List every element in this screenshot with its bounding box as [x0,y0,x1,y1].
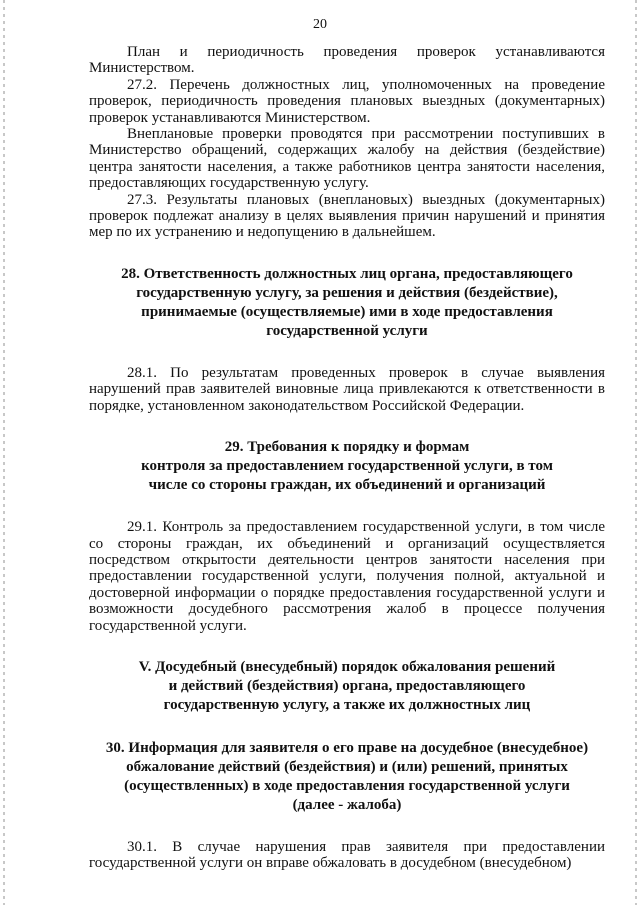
paragraph-27-1-cont: План и периодичность проведения проверок устанавливаются Министерством. [89,44,605,77]
paragraph-27-3: 27.3. Результаты плановых (внеплановых) выездных (документарных) проверок подлежат анализу в целях выявления причин нарушений и принятия мер по их устранению и недопущению в дальнейшем. [89,191,605,241]
heading-line: 28. Ответственность должностных лиц органа, предоставляющего [121,265,573,282]
heading-line: и действий (бездействия) органа, предоставляющего [168,677,526,694]
paragraph-30-1: 30.1. В случае нарушения прав заявителя при предоставлении государственной услуги он вправе обжаловать в досудебном (внесудебном) [89,838,605,872]
paragraph-unscheduled-inspections: Внеплановые проверки проводятся при рассмотрении поступивших в Министерство обращений, содержащих жалобу на действия (бездействие) центра занятости населения, а также работников центра занятости населения, предоставляющих государственную услугу. [89,126,605,192]
scan-edge-right [635,0,637,905]
heading-line: (осуществленных) в ходе предоставления государственной услуги [124,777,570,794]
heading-line: обжалование действий (бездействия) и (или) решений, принятых [126,758,568,775]
document-body [89,44,605,872]
paragraph-29-1: 29.1. Контроль за предоставлением государственной услуги, в том числе со стороны граждан, их объединений и организаций осуществляется посредством открытости деятельности центров занятости населения при предоставлении государственной услуги, получения полной, актуальной и достоверной информации о порядке предоставления государственной услуги и возможности досудебного рассмотрения жалоб в процессе получения государственной услуги. [89,519,605,634]
heading-line: государственную услугу, за решения и действия (бездействие), [136,284,558,301]
paragraph-28-1: 28.1. По результатам проведенных проверок в случае выявления нарушений прав заявителей виновные лица привлекаются к ответственности в порядке, установленном законодательством Российской Федерации. [89,364,605,414]
heading-line: государственной услуги [266,322,428,339]
heading-line: контроля за предоставлением государственной услуги, в том [141,458,553,475]
heading-line: числе со стороны граждан, их объединений и организаций [148,477,546,494]
heading-line: 30. Информация для заявителя о его праве на досудебное (внесудебное) [105,739,589,756]
heading-line: принимаемые (осуществляемые) ими в ходе предоставления [141,303,553,320]
heading-section-28 [89,265,605,341]
heading-line: 29. Требования к порядку и формам [224,439,470,456]
scan-edge-left [3,0,5,905]
heading-section-29 [89,438,605,495]
heading-line: (далее - жалоба) [292,796,402,813]
heading-line: государственную услугу, а также их должностных лиц [163,696,531,713]
heading-section-30 [89,739,605,815]
heading-line: V. Досудебный (внесудебный) порядок обжалования решений [138,658,556,675]
paragraph-27-2: 27.2. Перечень должностных лиц, уполномоченных на проведение проверок, периодичность проведения плановых выездных (документарных) проверок устанавливаются Министерством. [89,76,605,126]
heading-chapter-V [89,658,605,715]
page-number: 20 [313,17,327,32]
